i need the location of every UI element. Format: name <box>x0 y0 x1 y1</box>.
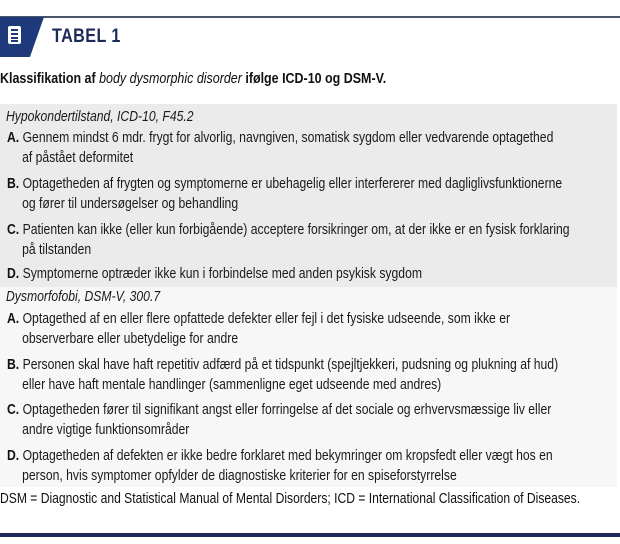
criterion-text-continued: eller have haft mentale handlinger (sammenligne eget udseende med andres) <box>22 377 442 393</box>
criterion-letter: B. <box>7 357 20 373</box>
criterion-item <box>7 264 595 284</box>
criterion-text: Symptomerne optræder ikke kun i forbindelse med anden psykisk sygdom <box>22 266 422 282</box>
criterion-text-continued: observerbare eller ubetydelige for andre <box>22 331 239 347</box>
criterion-text-continued: andre vigtige funktionsområder <box>22 422 190 438</box>
section-title: Dysmorfofobi, DSM-V, 300.7 <box>6 289 161 305</box>
criterion-text: Optagethed af en eller flere opfattede defekter eller fejl i det fysiske udseende, som ikke er <box>22 311 511 327</box>
criterion-letter: D. <box>7 448 20 464</box>
table-title: TABEL 1 <box>52 26 121 47</box>
criterion-item <box>7 400 595 440</box>
table-caption <box>0 71 386 87</box>
criterion-text-continued: person, hvis symptomer opfylder de diagnostiske kriterier for en spiseforstyrrelse <box>22 468 457 484</box>
caption-prefix: Klassifikation af <box>0 71 100 87</box>
criterion-item <box>7 309 595 349</box>
table-header <box>0 17 620 57</box>
criterion-text: Optagetheden af defekten er ikke bedre forklaret med bekymringer om kropsfedt eller vægt hos en <box>22 448 553 464</box>
bottom-rule <box>0 533 620 537</box>
table-badge <box>0 17 44 57</box>
document-list-icon <box>8 26 21 44</box>
criterion-text-continued: af påstået deformitet <box>22 150 134 166</box>
criterion-text-continued: på tilstanden <box>22 242 92 258</box>
criterion-item <box>7 220 595 260</box>
criterion-text-continued: og fører til undersøgelser og behandling <box>22 196 239 212</box>
criterion-text: Optagetheden fører til signifikant angst eller forringelse af det sociale og erhvervsmæssige liv eller <box>22 402 552 418</box>
criterion-letter: A. <box>7 130 20 146</box>
criterion-item <box>7 128 595 168</box>
section-title: Hypokondertilstand, ICD-10, F45.2 <box>6 109 194 125</box>
criterion-letter: B. <box>7 176 20 192</box>
criterion-item <box>7 174 595 214</box>
criterion-letter: C. <box>7 402 20 418</box>
criterion-text: Optagetheden af frygten og symptomerne er ubehagelig eller interfererer med dagliglivsfunktionerne <box>22 176 563 192</box>
criterion-letter: D. <box>7 266 20 282</box>
section-icd10 <box>0 104 617 287</box>
criterion-text: Personen skal have haft repetitiv adfærd på et tidspunkt (spejltjekkeri, pudsning og plukning af hud) <box>22 357 559 373</box>
criterion-item <box>7 446 595 486</box>
caption-suffix: ifølge ICD-10 og DSM-V. <box>241 71 387 87</box>
criterion-item <box>7 355 595 395</box>
criterion-letter: A. <box>7 311 20 327</box>
table-footnote: DSM = Diagnostic and Statistical Manual of Mental Disorders; ICD = International Classification of Diseases. <box>0 491 581 507</box>
criterion-letter: C. <box>7 222 20 238</box>
criterion-text: Gennem mindst 6 mdr. frygt for alvorlig, navngiven, somatisk sygdom eller vedvarende optagethed <box>22 130 554 146</box>
criterion-text: Patienten kan ikke (eller kun forbigående) acceptere forsikringer om, at der ikke er en fysisk forklaring <box>22 222 570 238</box>
section-dsm5 <box>0 287 617 487</box>
caption-italic: body dysmorphic disorder <box>99 71 242 87</box>
